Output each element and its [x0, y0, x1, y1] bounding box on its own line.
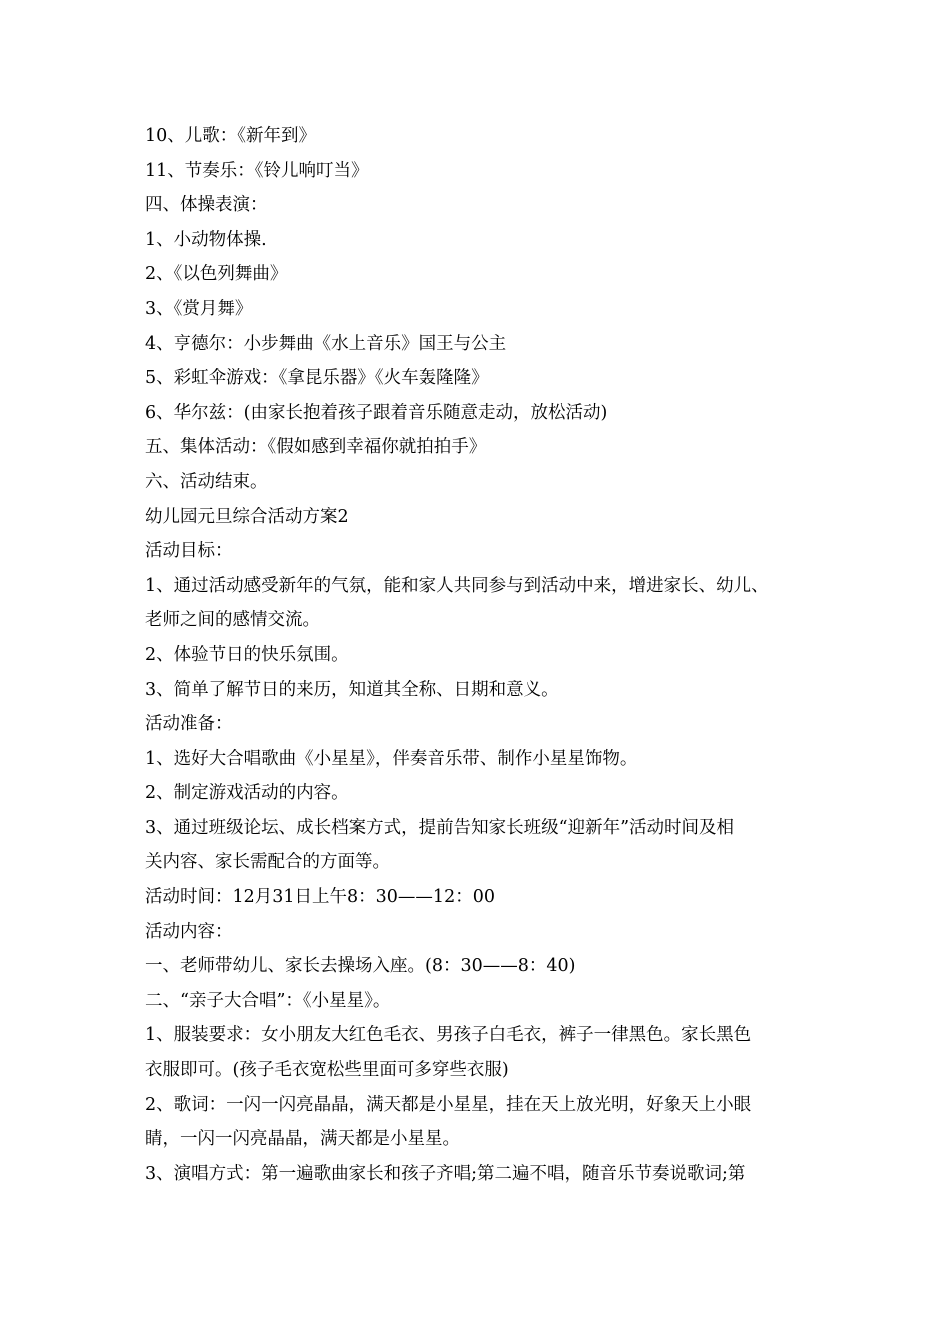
text-line: 2、《以色列舞曲》 — [145, 264, 288, 285]
text-line: 睛，一闪一闪亮晶晶，满天都是小星星。 — [145, 1129, 460, 1150]
document-body — [145, 119, 825, 1191]
text-line: 1、服装要求：女小朋友大红色毛衣、男孩子白毛衣，裤子一律黑色。家长黑色 — [145, 1025, 752, 1046]
text-line: 1、通过活动感受新年的气氛，能和家人共同参与到活动中来，增进家长、幼儿、 — [145, 575, 769, 596]
text-line: 3、演唱方式：第一遍歌曲家长和孩子齐唱;第二遍不唱，随音乐节奏说歌词;第 — [145, 1163, 746, 1184]
text-line: 衣服即可。(孩子毛衣宽松些里面可多穿些衣服) — [145, 1060, 509, 1081]
text-line: 3、简单了解节日的来历，知道其全称、日期和意义。 — [145, 679, 559, 700]
section-heading: 活动内容： — [145, 921, 233, 942]
text-line: 2、体验节日的快乐氛围。 — [145, 644, 349, 665]
text-line: 3、《赏月舞》 — [145, 298, 253, 319]
section-heading: 活动准备： — [145, 714, 233, 735]
document-title: 幼儿园元旦综合活动方案2 — [145, 506, 349, 527]
section-heading: 四、体操表演： — [145, 195, 268, 216]
text-line: 老师之间的感情交流。 — [145, 610, 320, 631]
text-line: 2、歌词：一闪一闪亮晶晶，满天都是小星星，挂在天上放光明，好象天上小眼 — [145, 1094, 752, 1115]
text-line: 1、选好大合唱歌曲《小星星》，伴奏音乐带、制作小星星饰物。 — [145, 748, 638, 769]
text-line: 3、通过班级论坛、成长档案方式，提前告知家长班级“迎新年”活动时间及相 — [145, 817, 735, 838]
text-line: 11、节奏乐：《铃儿响叮当》 — [145, 160, 369, 181]
text-line: 1、小动物体操. — [145, 229, 267, 250]
text-line: 一、老师带幼儿、家长去操场入座。(8：30——8：40) — [145, 956, 576, 977]
text-line: 10、儿歌：《新年到》 — [145, 126, 317, 146]
text-line: 5、彩虹伞游戏：《拿昆乐器》《火车轰隆隆》 — [145, 368, 489, 389]
section-heading: 六、活动结束。 — [145, 471, 268, 492]
text-line: 关内容、家长需配合的方面等。 — [145, 852, 390, 873]
section-heading: 二、“亲子大合唱”：《小星星》。 — [145, 990, 391, 1011]
section-heading: 五、集体活动：《假如感到幸福你就拍拍手》 — [145, 437, 487, 458]
text-line: 活动时间：12月31日上午8：30——12：00 — [145, 887, 495, 908]
text-line: 6、华尔兹：(由家长抱着孩子跟着音乐随意走动，放松活动) — [145, 402, 608, 423]
section-heading: 活动目标： — [145, 541, 233, 562]
text-line: 4、亨德尔：小步舞曲《水上音乐》国王与公主 — [145, 333, 507, 354]
text-line: 2、制定游戏活动的内容。 — [145, 783, 349, 804]
